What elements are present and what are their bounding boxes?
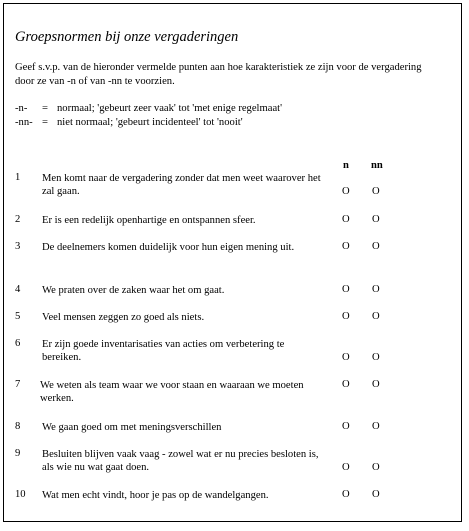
item-number: 9 (15, 448, 21, 459)
form-title: Groepsnormen bij onze vergaderingen (15, 29, 239, 45)
item-statement: Veel mensen zeggen zo goed als niets. (42, 312, 205, 323)
option-nn-radio[interactable]: O (372, 311, 380, 322)
legend-description: niet normaal; 'gebeurt incidenteel' tot 'nooit' (57, 117, 243, 128)
option-n-radio[interactable]: O (342, 489, 350, 500)
option-nn-radio[interactable]: O (372, 352, 380, 363)
column-header-nn: nn (371, 160, 383, 171)
intro-text: Geef s.v.p. van de hieronder vermelde punten aan hoe karakteristiek ze zijn voor de vergadering door ze van -n of van -nn te voorzien. (15, 62, 422, 87)
option-nn-radio[interactable]: O (372, 379, 380, 390)
legend-code: -nn- (15, 117, 33, 128)
item-statement: We gaan goed om met meningsverschillen (42, 422, 222, 433)
item-statement: Er is een redelijk openhartige en ontspannen sfeer. (42, 215, 256, 226)
item-number: 1 (15, 172, 21, 183)
item-statement: Er zijn goede inventarisaties van acties om verbetering te bereiken. (42, 339, 285, 363)
item-statement: Besluiten blijven vaak vaag - zowel wat er nu precies besloten is, als wie nu wat gaat doen. (42, 449, 319, 473)
option-n-radio[interactable]: O (342, 311, 350, 322)
item-statement: We praten over de zaken waar het om gaat. (42, 285, 225, 296)
option-n-radio[interactable]: O (342, 462, 350, 473)
option-n-radio[interactable]: O (342, 421, 350, 432)
item-number: 4 (15, 284, 21, 295)
legend-equals: = (42, 103, 48, 114)
item-number: 3 (15, 241, 21, 252)
item-number: 6 (15, 338, 21, 349)
item-statement: De deelnemers komen duidelijk voor hun eigen mening uit. (42, 242, 295, 253)
option-nn-radio[interactable]: O (372, 421, 380, 432)
item-number: 10 (15, 489, 26, 500)
item-statement: Wat men echt vindt, hoor je pas op de wandelgangen. (42, 490, 269, 501)
option-n-radio[interactable]: O (342, 186, 350, 197)
option-n-radio[interactable]: O (342, 379, 350, 390)
option-n-radio[interactable]: O (342, 241, 350, 252)
option-nn-radio[interactable]: O (372, 186, 380, 197)
legend-code: -n- (15, 103, 28, 114)
item-number: 2 (15, 214, 21, 225)
option-nn-radio[interactable]: O (372, 489, 380, 500)
item-number: 5 (15, 311, 21, 322)
option-n-radio[interactable]: O (342, 214, 350, 225)
item-statement: Men komt naar de vergadering zonder dat men weet waarover het zal gaan. (42, 173, 321, 197)
item-number: 8 (15, 421, 21, 432)
option-nn-radio[interactable]: O (372, 214, 380, 225)
column-header-n: n (343, 160, 349, 171)
legend-description: normaal; 'gebeurt zeer vaak' tot 'met enige regelmaat' (57, 103, 282, 114)
option-n-radio[interactable]: O (342, 284, 350, 295)
option-nn-radio[interactable]: O (372, 284, 380, 295)
item-statement: We weten als team waar we voor staan en waaraan we moeten werken. (40, 380, 304, 404)
item-number: 7 (15, 379, 21, 390)
option-n-radio[interactable]: O (342, 352, 350, 363)
option-nn-radio[interactable]: O (372, 462, 380, 473)
option-nn-radio[interactable]: O (372, 241, 380, 252)
legend-equals: = (42, 117, 48, 128)
